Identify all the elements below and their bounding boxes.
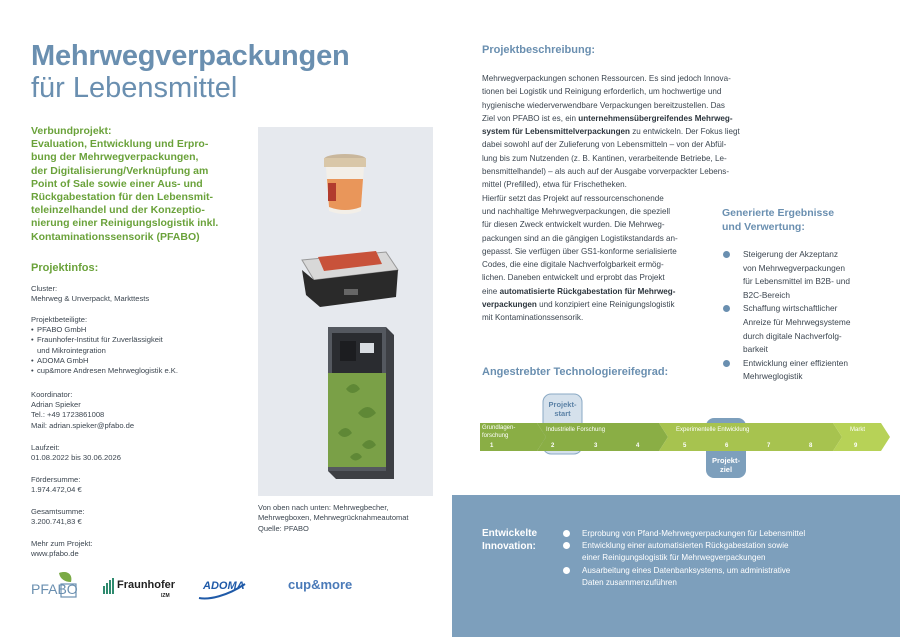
projektziel-label: [706, 457, 746, 474]
verbundprojekt-line: Kontaminationssensorik (PFABO): [31, 230, 200, 243]
beteiligte-item: • PFABO GmbH: [31, 325, 246, 335]
ergebnisse-item-line: von Mehrwegverpackungen: [743, 262, 845, 273]
mehr-label: Mehr zum Projekt:: [31, 539, 93, 548]
trl-seg1-line: Grundlagen-: [482, 425, 516, 431]
desc-line: tionen bei Logistik und Reinigung erforderlich, um hochwertige und: [482, 87, 722, 97]
desc-line: Hierfür setzt das Projekt auf ressourcenschonende: [482, 193, 664, 203]
ergebnisse-heading-line: Generierte Ergebnisse: [722, 207, 835, 219]
trl-seg1-label: [482, 424, 515, 440]
trl-diagram: [480, 390, 890, 485]
innovation-item-line: Daten zusammenzuführen: [582, 577, 677, 587]
cupmore-logo-text: cup&more: [288, 577, 353, 592]
cluster-info: [31, 284, 246, 304]
koordinator-info: [31, 390, 246, 431]
innovation-item-line: Erprobung von Pfand-Mehrwegverpackungen für Lebensmittel: [582, 529, 806, 538]
trl-level: 2: [551, 443, 555, 449]
innovation-heading: [482, 527, 537, 553]
pfabo-logo: [31, 570, 79, 600]
fraunhofer-logo-text: Fraunhofer: [117, 579, 176, 591]
return-machine-image: [328, 327, 394, 479]
desc-line: mit Kontaminationssensorik.: [482, 313, 584, 323]
verbundprojekt-line: teleinzelhandel und der Konzeptio-: [31, 204, 205, 217]
reusable-cup-image: [324, 154, 366, 214]
adoma-logo: [197, 574, 263, 602]
photo-caption: [258, 503, 443, 534]
innovation-heading-line: Innovation:: [482, 541, 536, 552]
ergebnisse-item-line: für Lebensmittel im B2B- und: [743, 276, 850, 287]
desc-text: Ziel von PFABO ist es, ein: [482, 113, 579, 123]
ergebnisse-item-line: Entwicklung einer effizienten: [743, 357, 849, 368]
ergebnisse-heading-line: und Verwertung:: [722, 221, 805, 233]
innovation-item: [563, 540, 893, 564]
page-title: Mehrwegverpackungen: [31, 40, 350, 72]
ergebnisse-item: [722, 302, 892, 356]
cluster-label: Cluster:: [31, 284, 58, 293]
desc-line: mittel (Prefilled), etwa für Frischetheken.: [482, 180, 627, 190]
innovation-heading-line: Entwickelte: [482, 528, 538, 539]
desc-line: Mehrwegverpackungen schonen Ressourcen. Es sind jedoch Innova-: [482, 74, 731, 83]
projektinfos-heading: Projektinfos:: [31, 262, 99, 274]
koordinator-mail: Mail: adrian.spieker@pfabo.de: [31, 420, 135, 430]
ergebnisse-item-line: Anreize für Mehrwegsysteme: [743, 316, 851, 327]
beteiligte-item-cont: und Mikrointegration: [37, 345, 106, 355]
desc-bold: system für Lebensmittelverpackungen: [482, 127, 630, 137]
ergebnisse-heading: [722, 206, 834, 234]
beteiligte-item: • Fraunhofer-Institut für Zuverlässigkeit: [31, 335, 246, 345]
innovation-list: [563, 528, 893, 589]
page-subtitle: für Lebensmittel: [31, 72, 238, 104]
projektbeschreibung-heading: Projektbeschreibung:: [482, 44, 596, 56]
caption-line: Von oben nach unten: Mehrwegbecher,: [258, 503, 389, 512]
trl-level: 9: [854, 443, 858, 449]
verbundprojekt-line: Rückgabestation für den Lebensmit-: [31, 191, 214, 204]
verbundprojekt-line: der Digitalisierung/Verknüpfung am: [31, 164, 209, 177]
trl-level: 6: [725, 443, 729, 449]
desc-text: eine: [482, 286, 500, 296]
desc-line: [482, 112, 768, 125]
foerder-value: 1.974.472,04 €: [31, 485, 82, 495]
desc-line: [482, 125, 768, 138]
ergebnisse-item-line: Schaffung wirtschaftlicher: [743, 303, 838, 314]
trl-level: 1: [490, 443, 494, 449]
cupmore-logo: [288, 577, 360, 597]
ergebnisse-item-line: Mehrweglogistik: [743, 371, 803, 382]
projektstart-label: [543, 401, 582, 418]
pfabo-logo-text: PFABO: [31, 581, 78, 597]
beteiligte-label: Projektbeteiligte:: [31, 315, 88, 324]
desc-line: und nachhaltige Mehrwegverpackungen, die speziell: [482, 206, 671, 216]
desc-text: zu entwickeln. Der Fokus liegt: [629, 127, 740, 137]
trl-level: 5: [683, 443, 687, 449]
caption-line: Mehrwegboxen, Mehrwegrücknahmeautomat: [258, 513, 409, 523]
koordinator-label: Koordinator:: [31, 390, 73, 399]
projektziel-line: Projekt-: [712, 456, 740, 465]
mehr-link[interactable]: www.pfabo.de: [31, 549, 79, 559]
verbundprojekt-line: Point of Sale sowie einer Aus- und: [31, 177, 203, 190]
verbundprojekt-block: [31, 125, 246, 244]
ergebnisse-list: [722, 248, 892, 384]
gesamt-value: 3.200.741,83 €: [31, 517, 82, 527]
desc-bold: unternehmensübergreifendes Mehrweg-: [578, 113, 733, 123]
reusable-box-image: [302, 251, 398, 307]
beteiligte-info: [31, 315, 246, 376]
projektstart-line: start: [554, 408, 571, 418]
laufzeit-label: Laufzeit:: [31, 443, 60, 452]
desc-line: für diesen Zweck entwickelt wurden. Die Mehrweg-: [482, 220, 665, 230]
caption-source: Quelle: PFABO: [258, 523, 309, 533]
desc-bold: automatisierte Rückgabestation für Mehrweg-: [499, 286, 676, 296]
desc-line: lichen. Daneben entwickelt und erprobt das Projekt: [482, 273, 665, 283]
innovation-item-line: Entwicklung einer automatisierten Rückgabestation sowie: [582, 541, 789, 551]
ergebnisse-item-line: durch digitale Nachverfolg-: [743, 330, 842, 341]
trl-seg2-label: Industrielle Forschung: [546, 427, 606, 433]
trl-level: 7: [767, 443, 771, 449]
desc-line: dabei sowohl auf der Zulieferung von Lebensmitteln – von der Abfül-: [482, 140, 727, 150]
innovation-item-line: einer Reinigungslogistik für Mehrwegverpackungen: [582, 553, 766, 563]
trl-seg1-line: forschung: [482, 433, 509, 439]
gesamt-info: [31, 507, 246, 527]
mehr-info: [31, 539, 246, 559]
innovation-item: [563, 528, 893, 540]
trl-level: 3: [594, 443, 598, 449]
desc-line: lung bis zum Nutzenden (z. B. Kantinen, verarbeitende Betriebe, Le-: [482, 153, 727, 163]
ergebnisse-item-line: B2C-Bereich: [743, 289, 791, 300]
foerder-info: [31, 475, 246, 495]
product-photo-panel: [258, 127, 433, 496]
laufzeit-value: 01.08.2022 bis 30.06.2026: [31, 453, 121, 463]
cluster-value: Mehrweg & Unverpackt, Markttests: [31, 294, 150, 304]
fraunhofer-logo: [103, 576, 175, 600]
verbundprojekt-line: bung der Mehrwegverpackungen,: [31, 151, 199, 164]
projektstart-line: Projekt-: [548, 400, 577, 409]
desc-bold: verpackungen: [482, 300, 537, 310]
trl-heading: Angestrebter Technologiereifegrad:: [482, 366, 669, 378]
product-illustration: [258, 127, 433, 496]
desc-line: gepasst. Sie verfügen über GS1-konforme serialisierte: [482, 246, 677, 256]
koordinator-tel: Tel.: +49 1723861008: [31, 410, 105, 420]
beteiligte-item: • cup&more Andresen Mehrweglogistik e.K.: [31, 366, 246, 376]
verbundprojekt-line: Evaluation, Entwicklung und Erpro-: [31, 138, 209, 151]
gesamt-label: Gesamtsumme:: [31, 507, 85, 516]
trl-seg4-label: Markt: [850, 427, 865, 433]
desc-line: hygienische wiederverwendbare Verpackungen bereitzustellen. Das: [482, 100, 725, 110]
innovation-item-line: Ausarbeitung eines Datenbanksystems, um administrative: [582, 565, 791, 575]
ergebnisse-item-line: barkeit: [743, 344, 768, 355]
trl-seg3-label: Experimentelle Entwicklung: [676, 427, 750, 433]
verbundprojekt-line: Verbundprojekt:: [31, 125, 112, 137]
ergebnisse-item-line: Steigerung der Akzeptanz: [743, 249, 839, 259]
beteiligte-item: • ADOMA GmbH: [31, 356, 246, 366]
fraunhofer-logo-sub: IZM: [161, 593, 170, 599]
foerder-label: Fördersumme:: [31, 475, 81, 484]
innovation-item: [563, 565, 893, 589]
projektziel-line: ziel: [719, 464, 733, 474]
trl-level: 4: [636, 443, 640, 449]
desc-line: bensmittelhandel) – als auch auf der Ausgabe vorverpackter Lebens-: [482, 167, 730, 177]
ergebnisse-item: [722, 357, 892, 384]
laufzeit-info: [31, 443, 246, 463]
ergebnisse-item: [722, 248, 892, 302]
trl-level: 8: [809, 443, 813, 449]
adoma-logo-text: ADOMA: [203, 580, 245, 592]
desc-line: Codes, die eine digitale Nachverfolgbarkeit ermög-: [482, 260, 664, 270]
desc-line: packungen sind an die gängigen Logistikstandards an-: [482, 233, 678, 243]
verbundprojekt-line: nierung einer Reinigungslogistik inkl.: [31, 217, 219, 230]
koordinator-name: Adrian Spieker: [31, 400, 81, 410]
desc-text: und konzipiert eine Reinigungslogistik: [536, 300, 675, 310]
